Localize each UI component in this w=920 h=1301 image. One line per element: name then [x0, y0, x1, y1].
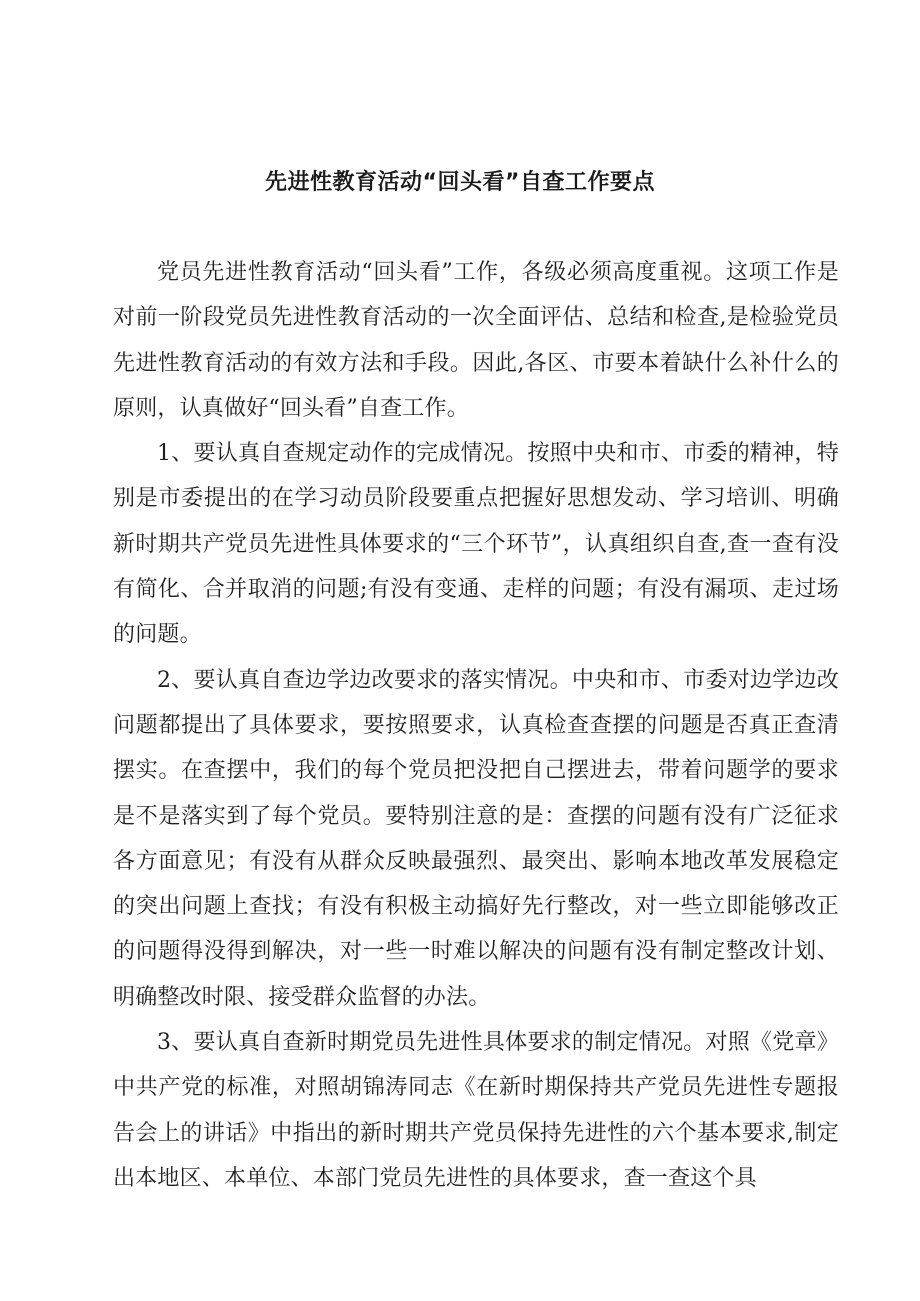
paragraph-item-1: 1、要认真自查规定动作的完成情况。按照中央和市、市委的精神，特别是市委提出的在学习动员阶段要重点把握好思想发动、学习培训、明确新时期共产党员先进性具体要求的“三个环节”，认真组织自查,查一查有没有简化、合并取消的问题;有没有变通、走样的问题；有没有漏项、走过场的问题。 [113, 441, 839, 648]
paragraph-intro: 党员先进性教育活动“回头看”工作，各级必须高度重视。这项工作是对前一阶段党员先进性教育活动的一次全面评估、总结和检查,是检验党员先进性教育活动的有效方法和手段。因此,各区、市要本着缺什么补什么的原则，认真做好“回头看”自查工作。 [113, 260, 839, 421]
document-title: 先进性教育活动“回头看”自查工作要点 [265, 170, 655, 195]
paragraph-item-2: 2、要认真自查边学边改要求的落实情况。中央和市、市委对边学边改问题都提出了具体要求，要按照要求，认真检查查摆的问题是否真正查清摆实。在查摆中，我们的每个党员把没把自己摆进去，带着问题学的要求是不是落实到了每个党员。要特别注意的是：查摆的问题有没有广泛征求各方面意见；有没有从群众反映最强烈、最突出、影响本地改革发展稳定的突出问题上查找；有没有积极主动搞好先行整改，对一些立即能够改正的问题得没得到解决，对一些一时难以解决的问题有没有制定整改计划、明确整改时限、接受群众监督的办法。 [113, 667, 839, 1010]
document-body [113, 250, 839, 1201]
paragraph-item-3: 3、要认真自查新时期党员先进性具体要求的制定情况。对照《党章》中共产党的标准，对照胡锦涛同志《在新时期保持共产党员先进性专题报告会上的讲话》中指出的新时期共产党员保持先进性的六个基本要求,制定出本地区、本单位、本部门党员先进性的具体要求，查一查这个具 [113, 1030, 839, 1191]
